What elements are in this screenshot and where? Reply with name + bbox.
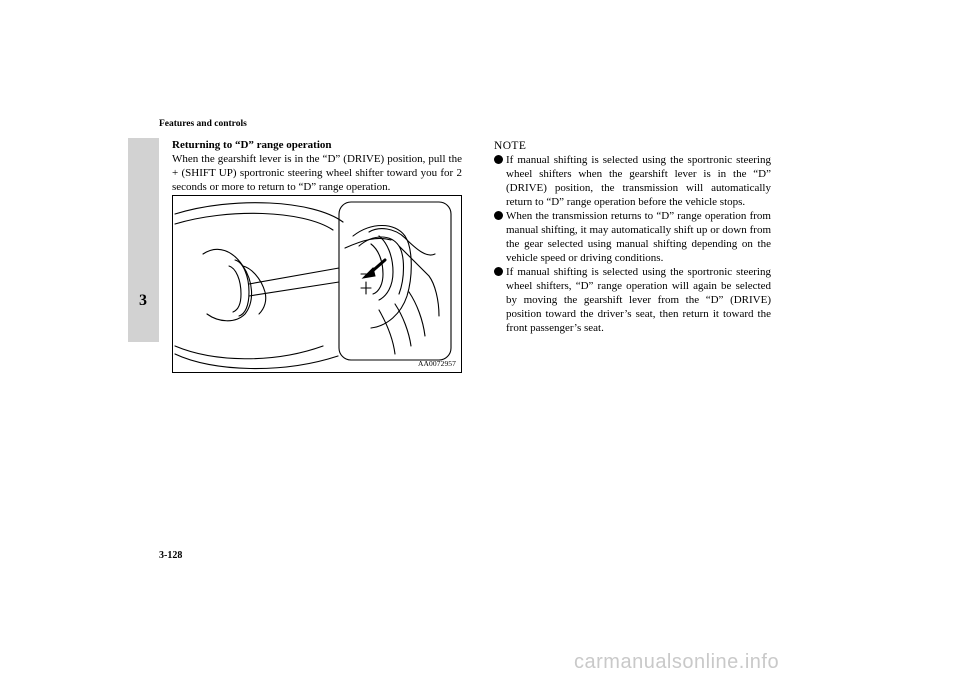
steering-wheel-figure <box>172 195 462 373</box>
chapter-tab <box>128 138 159 342</box>
bullet-icon <box>494 211 503 220</box>
figure-code: AA0072957 <box>418 359 456 368</box>
note-column <box>494 139 771 335</box>
watermark: carmanualsonline.info <box>574 651 780 673</box>
bullet-icon <box>494 267 503 276</box>
chapter-tab-number: 3 <box>139 292 147 309</box>
section-heading: Returning to “D” range operation <box>172 139 332 151</box>
left-column <box>172 138 462 194</box>
note-label: NOTE <box>494 140 527 152</box>
page-number: 3-128 <box>159 550 183 561</box>
note-item <box>494 209 771 265</box>
note-item <box>494 265 771 335</box>
note-item <box>494 153 771 209</box>
steering-wheel-shifter-illustration <box>173 196 461 372</box>
note-item-text: When the transmission returns to “D” range operation from manual shifting, it may automatically shift up or down from the gear selected using manual shifting depending on the vehicle speed or driving conditions. <box>506 210 771 264</box>
note-item-text: If manual shifting is selected using the sportronic steering wheel shifters, “D” range operation will again be selected by moving the gearshift lever from the “D” (DRIVE) position toward the driver’s seat, then return it toward the front passenger’s seat. <box>506 266 771 334</box>
bullet-icon <box>494 155 503 164</box>
body-paragraph: When the gearshift lever is in the “D” (DRIVE) position, pull the + (SHIFT UP) sportronic steering wheel shifter toward you for 2 seconds or more to return to “D” range operation. <box>172 153 462 193</box>
section-header: Features and controls <box>159 119 247 129</box>
note-item-text: If manual shifting is selected using the sportronic steering wheel shifters when the gearshift lever is in the “D” (DRIVE) position, the transmission will automatically return to “D” range operation before the vehicle stops. <box>506 154 771 208</box>
